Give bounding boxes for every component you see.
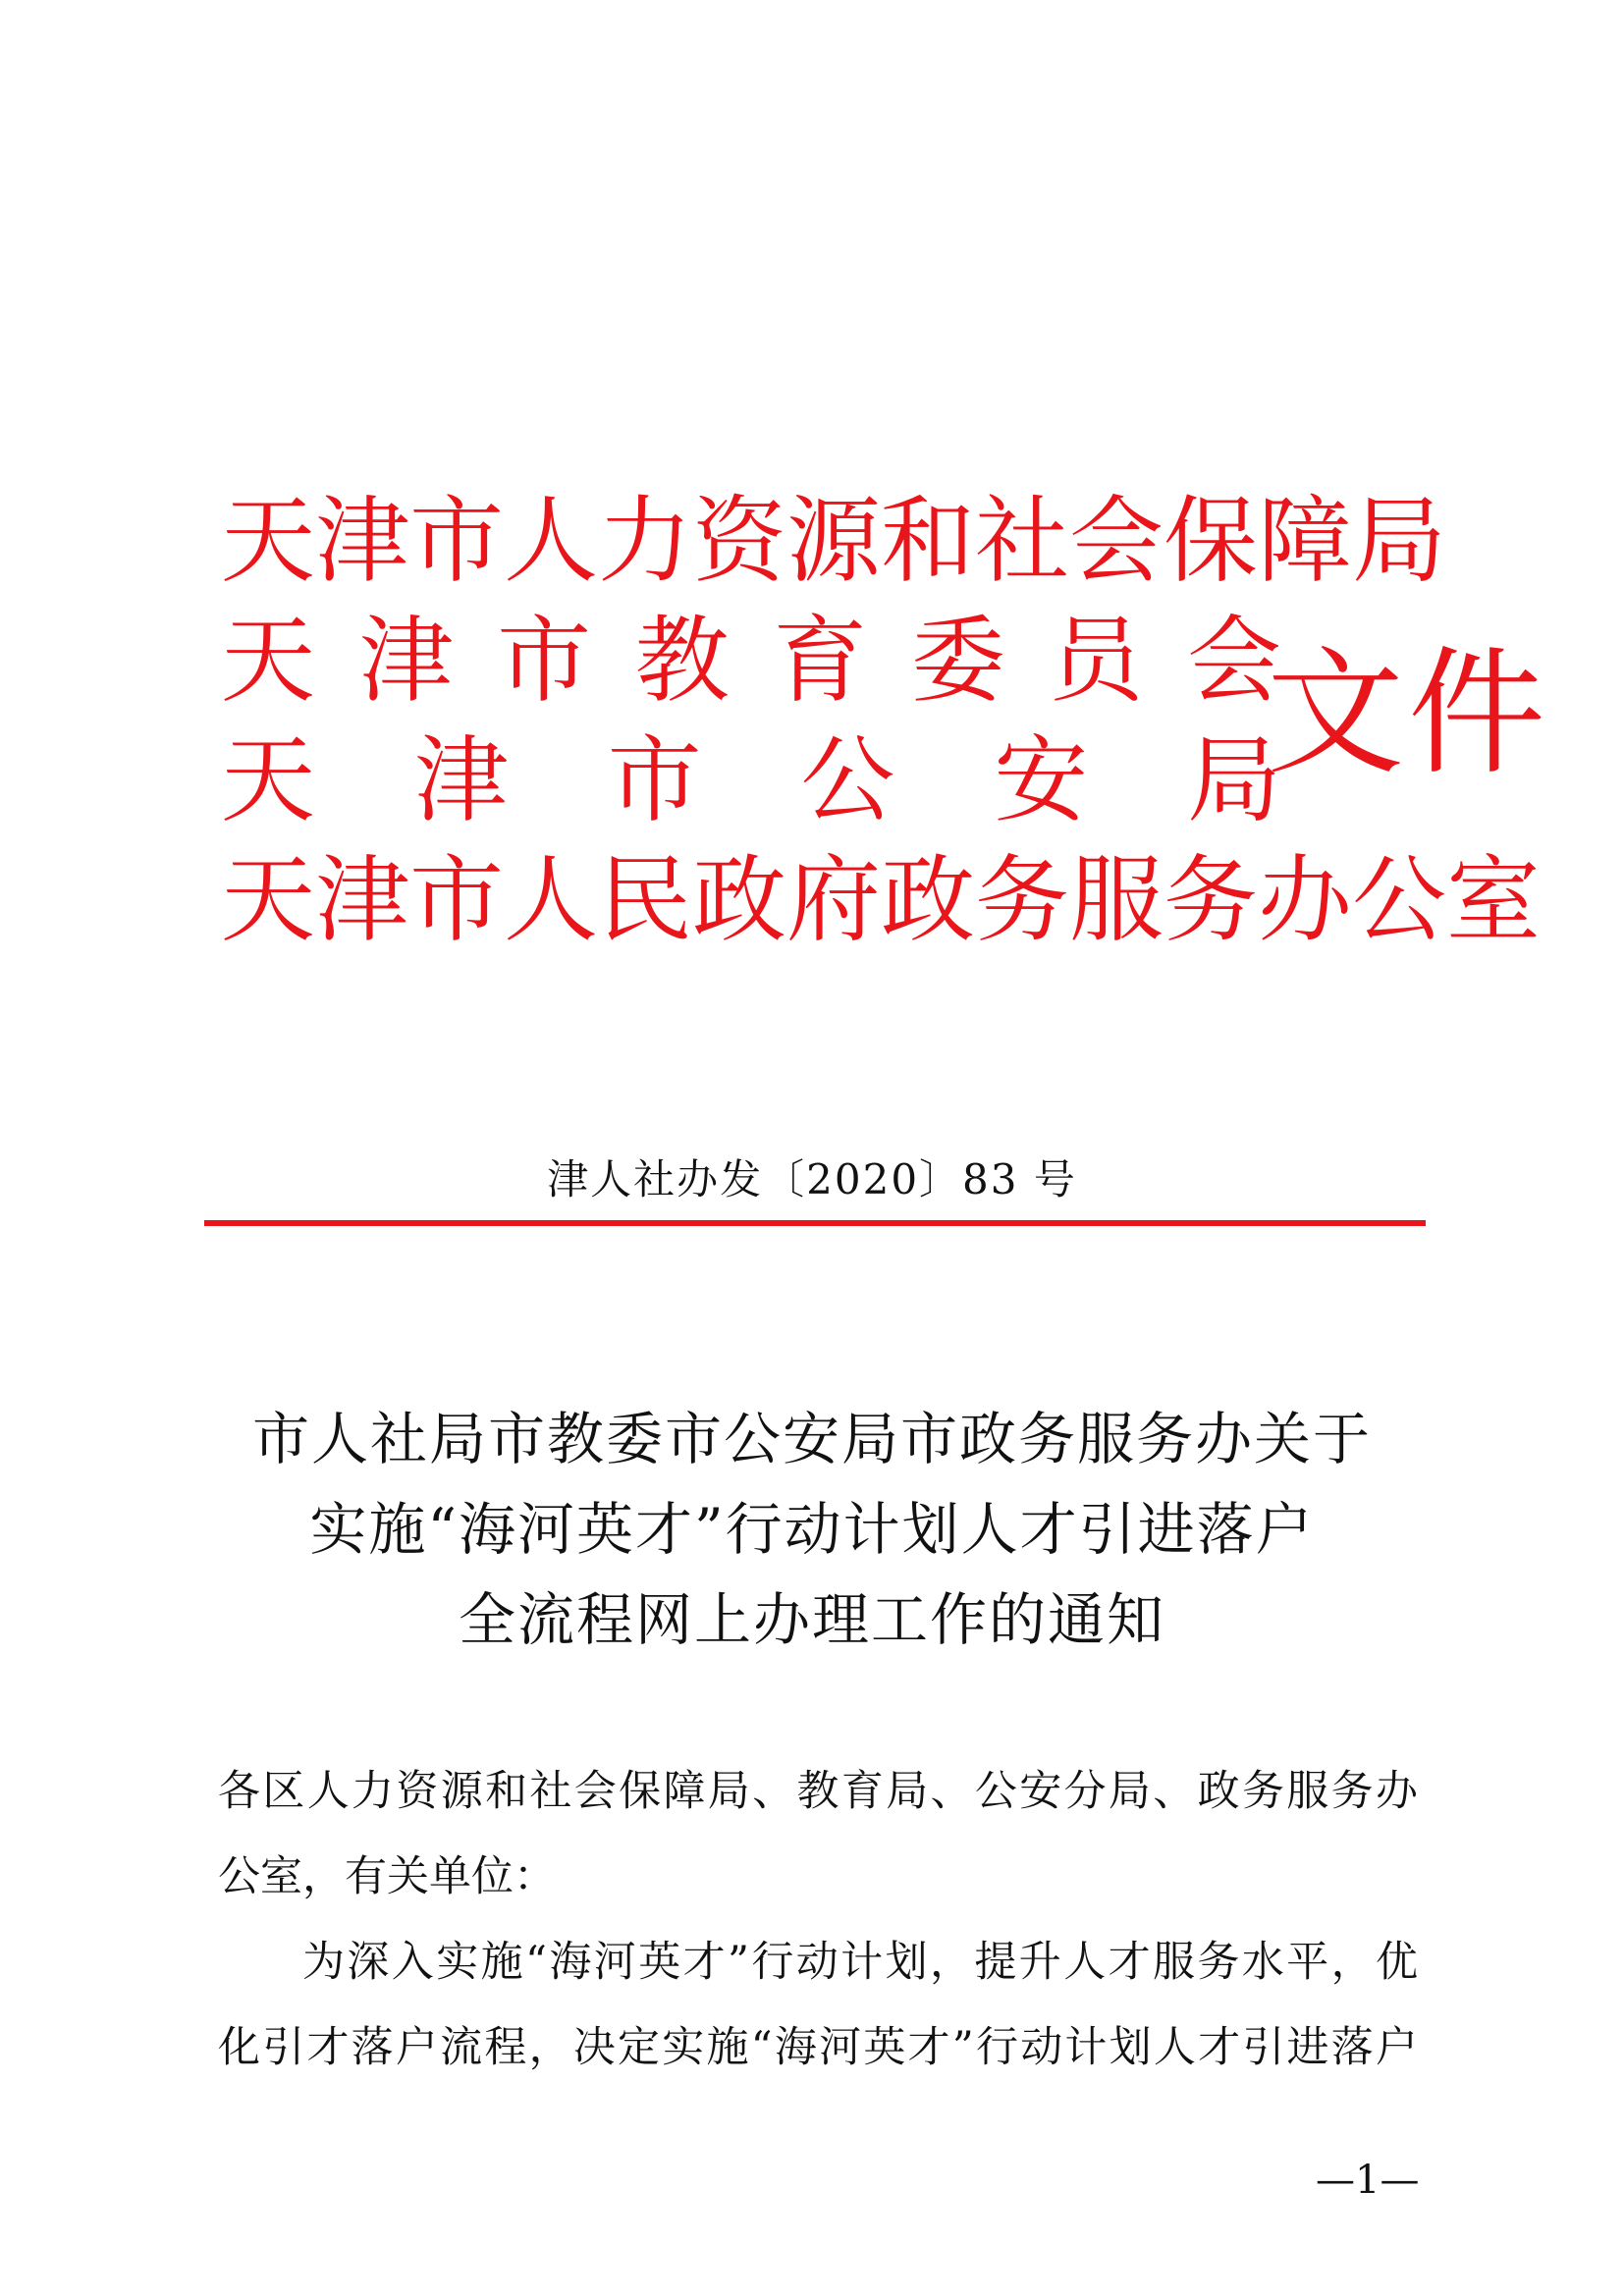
org-char: 公: [800, 725, 895, 835]
body-line: 公室，有关单位：: [218, 1852, 556, 1901]
org-char: 会: [1186, 606, 1281, 716]
org-char: 会: [1069, 486, 1164, 596]
org-char: 委: [910, 606, 1005, 716]
org-line-government-services: [221, 840, 1541, 960]
org-char: 办: [1258, 845, 1352, 955]
org-char: 府: [786, 845, 881, 955]
title-line: 实施“海河英才”行动计划人才引进落户: [309, 1496, 1315, 1563]
document-suffix: 文件: [1267, 634, 1550, 794]
org-char: 务: [1164, 845, 1258, 955]
org-char: 政: [881, 845, 975, 955]
org-char: 市: [409, 845, 504, 955]
body-line: 为深入实施“海河英才”行动计划，提升人才服务水平，优: [302, 1938, 1418, 1987]
org-char: 天: [221, 486, 315, 596]
org-char: 公: [1352, 845, 1446, 955]
page-number: —1—: [1316, 2158, 1420, 2203]
org-line-hrss: [221, 481, 1446, 601]
org-char: 市: [607, 725, 702, 835]
org-char: 人: [504, 486, 598, 596]
org-char: 天: [221, 725, 315, 835]
org-char: 津: [315, 486, 409, 596]
org-char: 务: [975, 845, 1069, 955]
document-title: [0, 1394, 1624, 1665]
org-char: 津: [413, 725, 509, 835]
document-body: [218, 1749, 1418, 2091]
org-char: 政: [692, 845, 786, 955]
org-char: 津: [358, 606, 454, 716]
org-char: 民: [598, 845, 692, 955]
org-char: 障: [1258, 486, 1352, 596]
org-char: 人: [504, 845, 598, 955]
org-char: 天: [221, 606, 315, 716]
org-line-education: [221, 601, 1281, 721]
org-char: 员: [1049, 606, 1144, 716]
org-char: 力: [598, 486, 692, 596]
org-char: 保: [1164, 486, 1258, 596]
org-char: 天: [221, 845, 315, 955]
org-char: 资: [692, 486, 786, 596]
body-line: 各区人力资源和社会保障局、教育局、公安分局、政务服务办: [218, 1767, 1418, 1816]
org-char: 和: [881, 486, 975, 596]
org-char: 市: [409, 486, 504, 596]
org-char: 育: [773, 606, 868, 716]
org-char: 源: [786, 486, 881, 596]
title-line: 全流程网上办理工作的通知: [458, 1586, 1165, 1653]
org-char: 局: [1352, 486, 1446, 596]
body-line: 化引才落户流程，决定实施“海河英才”行动计划人才引进落户: [218, 2023, 1418, 2072]
org-char: 教: [634, 606, 730, 716]
title-line: 市人社局市教委市公安局市政务服务办关于: [251, 1406, 1372, 1472]
org-char: 市: [497, 606, 592, 716]
org-line-public-security: [221, 721, 1281, 840]
red-divider: [204, 1220, 1426, 1226]
org-char: 服: [1069, 845, 1164, 955]
document-number: 津人社办发〔2020〕83 号: [547, 1155, 1077, 1203]
org-char: 津: [315, 845, 409, 955]
org-char: 安: [994, 725, 1089, 835]
org-char: 社: [975, 486, 1069, 596]
org-char: 局: [1186, 725, 1281, 835]
org-char: 室: [1446, 845, 1541, 955]
